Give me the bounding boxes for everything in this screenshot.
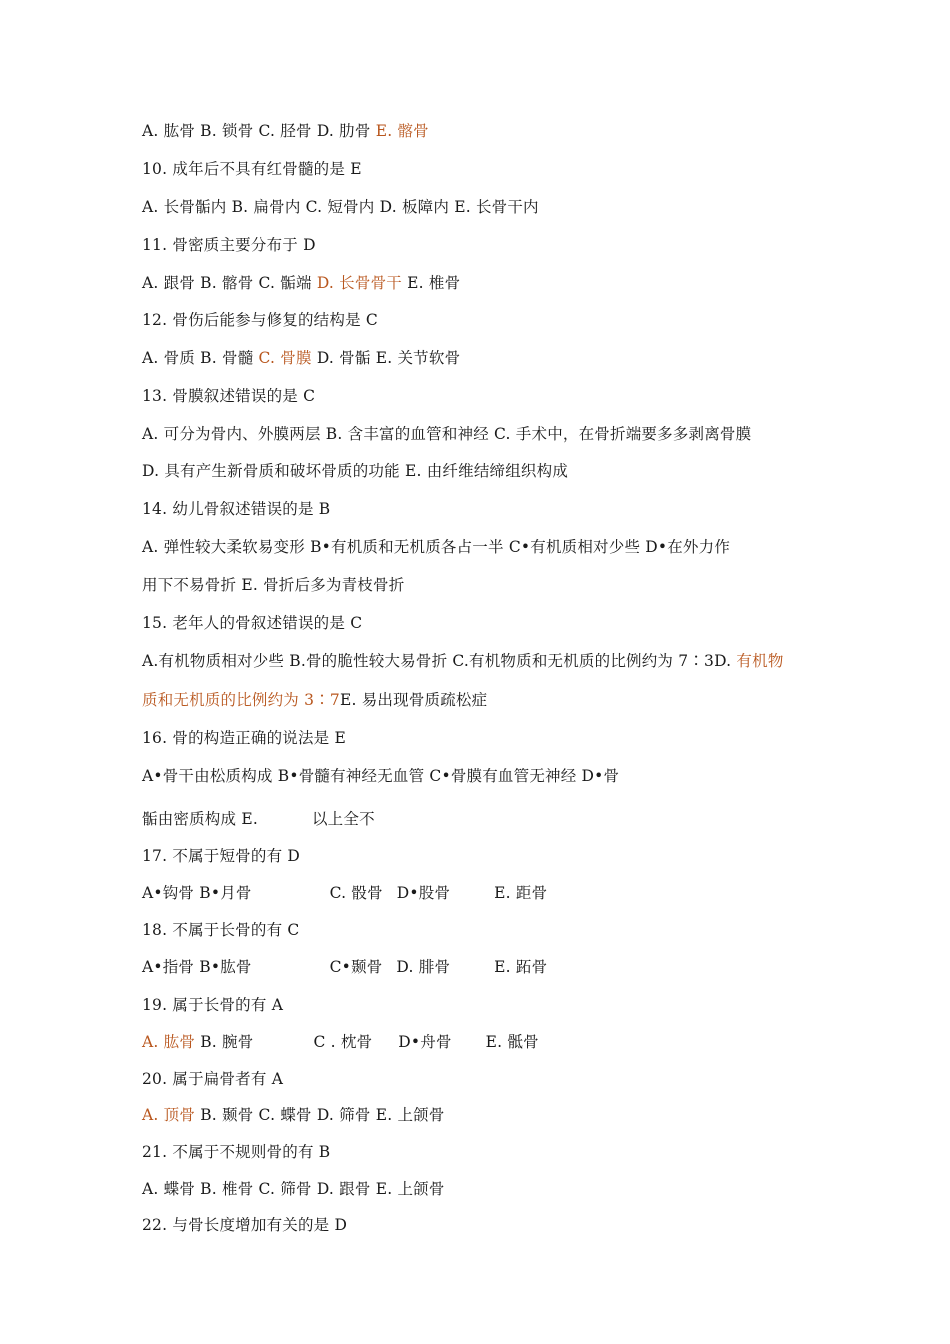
text-segment: D. 腓骨	[396, 958, 451, 976]
text-segment: D•股骨	[396, 884, 451, 902]
text-line	[142, 995, 283, 1015]
text-segment: 骺由密质构成 E.	[142, 810, 258, 828]
text-line	[142, 1105, 445, 1125]
text-line	[142, 461, 568, 481]
text-line	[142, 273, 460, 293]
text-segment: 20. 属于扁骨者有 A	[142, 1070, 284, 1088]
text-segment: E. 椎骨	[401, 274, 461, 292]
text-line	[142, 159, 362, 179]
text-segment: A•骨干由松质构成 B•骨髓有神经无血管 C•骨膜有血管无神经 D•骨	[142, 767, 620, 785]
text-segment: D. 具有产生新骨质和破坏骨质的功能 E. 由纤维结缔组织构成	[142, 462, 569, 480]
text-segment: 21. 不属于不规则骨的有 B	[142, 1143, 331, 1161]
text-segment: A. 蝶骨 B. 椎骨 C. 筛骨 D. 跟骨 E. 上颌骨	[142, 1180, 445, 1198]
text-segment: A. 可分为骨内、外膜两层 B. 含丰富的血管和神经 C. 手术中，在骨折端要多多剥离骨膜	[142, 425, 752, 443]
text-line	[142, 1069, 283, 1089]
text-segment: D. 骨骺 E. 关节软骨	[311, 349, 461, 367]
text-segment: A. 跟骨 B. 髂骨 C. 骺端	[142, 274, 317, 292]
text-line	[142, 766, 619, 786]
text-segment: 以上全不	[311, 810, 375, 828]
highlighted-answer: A. 肱骨	[142, 1033, 196, 1051]
text-line	[142, 1179, 445, 1199]
text-line	[142, 728, 346, 748]
text-line	[142, 348, 460, 368]
text-line	[142, 499, 330, 519]
text-line	[142, 424, 751, 444]
highlighted-answer: E. 髂骨	[375, 122, 429, 140]
text-line	[142, 197, 539, 217]
text-line	[142, 809, 375, 829]
text-segment: A.有机物质相对少些 B.骨的脆性较大易骨折 C.有机物质和无机质的比例约为 7∶3D.	[142, 652, 737, 670]
text-segment: B. 颞骨 C. 蝶骨 D. 筛骨 E. 上颌骨	[195, 1106, 445, 1124]
text-segment: A. 长骨骺内 B. 扁骨内 C. 短骨内 D. 板障内 E. 长骨干内	[142, 198, 539, 216]
text-line	[142, 386, 315, 406]
highlighted-answer: C. 骨膜	[258, 349, 312, 367]
text-line	[142, 121, 429, 141]
text-line	[142, 1032, 539, 1052]
text-line	[142, 957, 547, 977]
text-segment: E. 跖骨	[494, 958, 548, 976]
text-segment: 22. 与骨长度增加有关的是 D	[142, 1216, 348, 1234]
text-segment: E. 骶骨	[485, 1033, 539, 1051]
text-segment: 10. 成年后不具有红骨髓的是 E	[142, 160, 362, 178]
text-segment: D•舟骨	[398, 1033, 452, 1051]
text-segment: A. 弹性较大柔软易变形 B•有机质和无机质各占一半 C•有机质相对少些 D•在外力作	[142, 538, 731, 556]
text-segment: 16. 骨的构造正确的说法是 E	[142, 729, 347, 747]
text-segment: 11. 骨密质主要分布于 D	[142, 236, 316, 254]
text-segment: C•颞骨	[329, 958, 383, 976]
text-segment: A. 骨质 B. 骨髓	[142, 349, 259, 367]
text-segment: 用下不易骨折 E. 骨折后多为青枝骨折	[142, 576, 405, 594]
text-segment: A•钩骨 B•月骨	[142, 884, 252, 902]
text-line	[142, 1215, 347, 1235]
text-segment: 12. 骨伤后能参与修复的结构是 C	[142, 311, 378, 329]
text-segment: 13. 骨膜叙述错误的是 C	[142, 387, 316, 405]
text-line	[142, 613, 362, 633]
highlighted-answer: 质和无机质的比例约为 3∶7	[142, 691, 340, 709]
text-segment: E. 距骨	[494, 884, 548, 902]
text-line	[142, 310, 378, 330]
text-line	[142, 537, 730, 557]
text-segment: E. 易出现骨质疏松症	[339, 691, 488, 709]
text-segment: 17. 不属于短骨的有 D	[142, 847, 301, 865]
text-segment: 19. 属于长骨的有 A	[142, 996, 284, 1014]
text-segment: 14. 幼儿骨叙述错误的是 B	[142, 500, 331, 518]
highlighted-answer: 有机物	[736, 652, 784, 670]
text-line	[142, 1142, 330, 1162]
text-segment: A. 肱骨 B. 锁骨 C. 胫骨 D. 肋骨	[142, 122, 376, 140]
text-line	[142, 575, 404, 595]
text-segment: 18. 不属于长骨的有 C	[142, 921, 300, 939]
text-segment: 15. 老年人的骨叙述错误的是 C	[142, 614, 363, 632]
text-line	[142, 690, 487, 710]
text-segment: A•指骨 B•肱骨	[142, 958, 252, 976]
text-segment: C. 骰骨	[329, 884, 383, 902]
text-segment: B. 腕骨	[195, 1033, 254, 1051]
text-line	[142, 846, 300, 866]
text-line	[142, 651, 784, 671]
text-line	[142, 235, 316, 255]
highlighted-answer: D. 长骨骨干	[316, 274, 402, 292]
text-segment: C . 枕骨	[313, 1033, 373, 1051]
highlighted-answer: A. 顶骨	[142, 1106, 196, 1124]
text-line	[142, 883, 547, 903]
text-line	[142, 920, 299, 940]
